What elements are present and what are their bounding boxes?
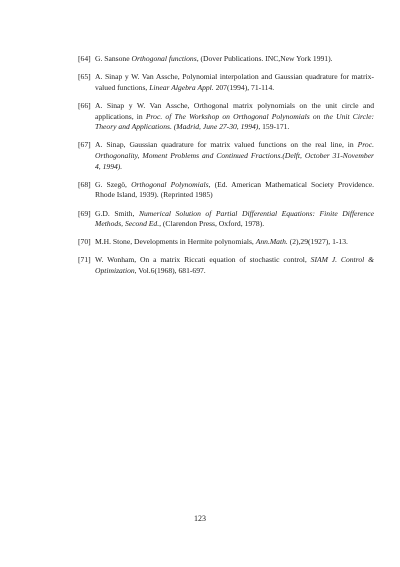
reference-number: [66] (78, 100, 91, 110)
reference-text-segment: , (Dover Publications. INC,New York 1991). (196, 54, 333, 63)
reference-text (95, 209, 374, 229)
reference-text-segment: A. Sinap y W. Van Assche, Orthogonal matrix polynomials on the unit circle and applications, in (95, 100, 374, 121)
reference-number: [68] (78, 179, 91, 189)
reference-text (95, 237, 348, 246)
reference-number: [65] (78, 72, 91, 82)
reference-text-segment: 207(1994), 71-114. (213, 82, 275, 92)
reference-title-italic: Numerical Solution of Partial Differential Equations: Finite Difference Methods, Second Ed. (95, 208, 375, 229)
reference-text-segment: M.H. Stone, Developments in Hermite polynomials, (95, 237, 256, 247)
reference-title-italic: SIAM J. Control & Optimization (95, 255, 374, 276)
reference-title-italic: Ann.Math. (255, 237, 288, 247)
reference-text-segment: W. Wonham, On a matrix Riccati equation of stochastic control, (95, 255, 311, 265)
reference-text-segment: (2),29(1927), 1-13. (287, 237, 348, 247)
reference-text-segment: , Vol.6(1968), 681-697. (134, 266, 206, 276)
reference-text-segment: G. Sansone (95, 54, 132, 63)
reference-text (95, 54, 333, 63)
reference-text (95, 255, 374, 275)
reference-number: [64] (78, 54, 91, 63)
reference-entry (78, 101, 374, 133)
reference-text-segment: , (Clarendon Press, Oxford, 1978). (159, 219, 265, 229)
reference-text-segment: G.D. Smith, (95, 208, 139, 218)
reference-text (95, 101, 374, 131)
reference-number: [70] (78, 237, 91, 247)
reference-list (78, 54, 374, 284)
reference-text-segment: , (Ed. American Mathematical Society Providence. Rhode Island, 1939). (Reprinted 1985) (95, 179, 374, 200)
reference-text-segment: G. Szegö, (95, 179, 132, 189)
reference-number: [69] (78, 208, 91, 218)
reference-entry (78, 140, 374, 172)
reference-entry (78, 54, 374, 65)
page-number: 123 (194, 514, 206, 523)
reference-title-italic: Proc. of The Workshop on Orthogonal Polynomials on the Unit Circle: Theory and Applications. (Madrid, June 27-30, 1994) (95, 111, 374, 132)
reference-title-italic: Orthogonal Polynomials (131, 179, 209, 189)
reference-entry (78, 180, 374, 201)
reference-text (95, 180, 374, 200)
reference-number: [71] (78, 255, 91, 265)
reference-title-italic: Linear Algebra Appl. (149, 82, 214, 92)
reference-text (95, 140, 374, 170)
reference-text-segment: A. Sinap y W. Van Assche, Polynomial interpolation and Gaussian quadrature for matrix-valued functions, (95, 72, 374, 92)
reference-text-segment: , 159-171. (258, 122, 290, 132)
reference-entry (78, 209, 374, 230)
reference-title-italic: Orthogonal functions (131, 54, 197, 63)
reference-number: [67] (78, 140, 91, 150)
reference-text-segment: A. Sinap, Gaussian quadrature for matrix valued functions on the real line, in (95, 140, 358, 150)
reference-entry (78, 237, 374, 248)
reference-entry (78, 72, 374, 93)
reference-title-italic: Proc. Orthogonality, Moment Problems and Continued Fractions.(Delft, October 31-November 4, 1994). (95, 140, 374, 171)
reference-entry (78, 255, 374, 276)
reference-text (95, 72, 374, 92)
